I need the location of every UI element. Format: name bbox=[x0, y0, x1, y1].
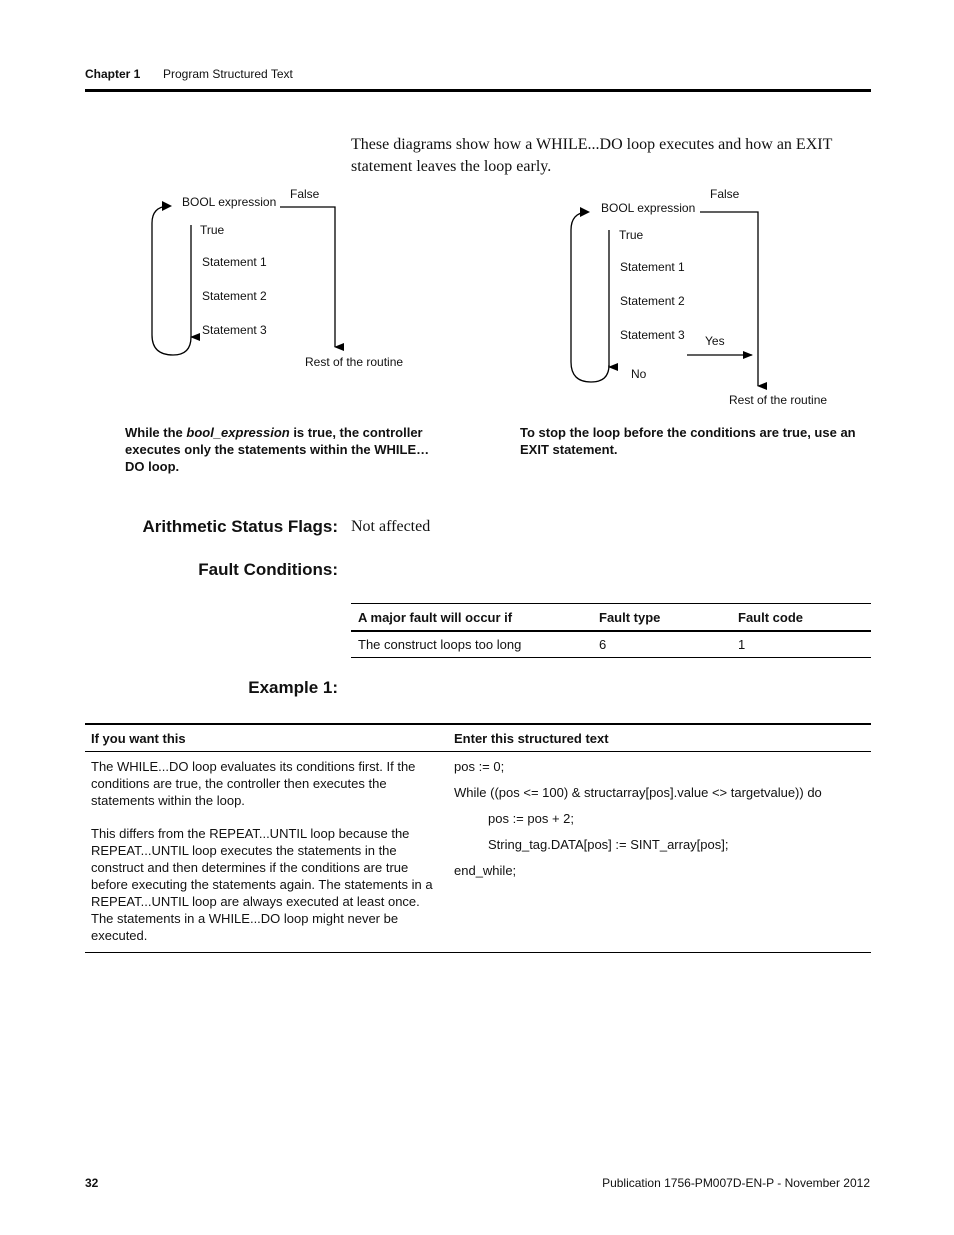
right-caption: To stop the loop before the conditions are true, use an EXIT statement. bbox=[520, 425, 856, 457]
left-true-label: True bbox=[200, 223, 225, 237]
intro-text: These diagrams show how a WHILE...DO loop executes and how an EXIT statement leaves the loop early. bbox=[351, 136, 833, 175]
while-loop-diagram bbox=[140, 185, 440, 385]
left-statement2: Statement 2 bbox=[202, 289, 267, 303]
fault-header-row bbox=[351, 604, 871, 632]
table-row bbox=[351, 631, 871, 658]
right-yes-label: Yes bbox=[705, 334, 725, 348]
right-statement1: Statement 1 bbox=[620, 260, 685, 274]
fault-header-code: Fault code bbox=[731, 604, 871, 632]
example-table bbox=[85, 723, 871, 953]
exit-loop-lines bbox=[560, 185, 860, 415]
left-statement1: Statement 1 bbox=[202, 255, 267, 269]
left-false-label: False bbox=[290, 187, 320, 201]
example-code-cell bbox=[448, 752, 871, 953]
example-header-want: If you want this bbox=[85, 724, 448, 752]
left-caption-italic: bool_expression bbox=[186, 425, 290, 440]
code-line: String_tag.DATA[pos] := SINT_array[pos]; bbox=[488, 837, 729, 852]
chapter-label: Chapter 1 bbox=[85, 67, 141, 81]
fault-code-cell: 1 bbox=[731, 631, 871, 658]
left-caption bbox=[125, 424, 445, 475]
fault-condition-cell: The construct loops too long bbox=[351, 631, 592, 658]
example-label: Example 1: bbox=[248, 678, 338, 697]
example-header-row bbox=[85, 724, 871, 752]
code-line: While ((pos <= 100) & structarray[pos].value <> targetvalue)) do bbox=[454, 785, 822, 800]
right-no-label: No bbox=[631, 367, 647, 381]
right-false-label: False bbox=[710, 187, 740, 201]
page-number: 32 bbox=[85, 1176, 99, 1190]
fault-type-cell: 6 bbox=[592, 631, 731, 658]
left-bool-label: BOOL expression bbox=[182, 195, 277, 209]
code-line: end_while; bbox=[454, 863, 517, 878]
left-statement3: Statement 3 bbox=[202, 323, 267, 337]
right-rest-label: Rest of the routine bbox=[729, 393, 828, 407]
left-caption-pre: While the bbox=[125, 425, 187, 440]
right-statement2: Statement 2 bbox=[620, 294, 685, 308]
left-rest-label: Rest of the routine bbox=[305, 355, 404, 369]
flags-label: Arithmetic Status Flags: bbox=[142, 517, 338, 536]
header-rule bbox=[85, 89, 871, 92]
right-true-label: True bbox=[619, 228, 644, 242]
code-line: pos := 0; bbox=[454, 759, 505, 774]
exit-loop-diagram bbox=[560, 185, 860, 415]
example-description-cell bbox=[85, 752, 448, 953]
chapter-title: Program Structured Text bbox=[163, 67, 293, 81]
fault-label: Fault Conditions: bbox=[198, 560, 338, 579]
fault-header-type: Fault type bbox=[592, 604, 731, 632]
table-row bbox=[85, 752, 871, 953]
right-bool-label: BOOL expression bbox=[601, 201, 696, 215]
publication-info: Publication 1756-PM007D-EN-P - November 2012 bbox=[602, 1176, 870, 1190]
right-statement3: Statement 3 bbox=[620, 328, 685, 342]
example-header-enter: Enter this structured text bbox=[448, 724, 871, 752]
example-paragraph-1: The WHILE...DO loop evaluates its conditions first. If the conditions are true, the controller then executes the statements within the loop. bbox=[91, 759, 416, 808]
fault-table bbox=[351, 603, 871, 658]
example-paragraph-2: This differs from the REPEAT...UNTIL loop because the REPEAT...UNTIL loop executes the statements in the construct and then determines if the conditions are true before executing the statements again. The statements in a REPEAT...UNTIL loop are always executed at least once. The statements in a WHILE...DO loop might never be executed. bbox=[91, 826, 433, 943]
fault-header-condition: A major fault will occur if bbox=[351, 604, 592, 632]
flags-value: Not affected bbox=[351, 518, 431, 535]
code-line: pos := pos + 2; bbox=[488, 811, 575, 826]
left-caption-post: is true, the controller executes only the statements within the WHILE…DO loop. bbox=[125, 425, 430, 474]
